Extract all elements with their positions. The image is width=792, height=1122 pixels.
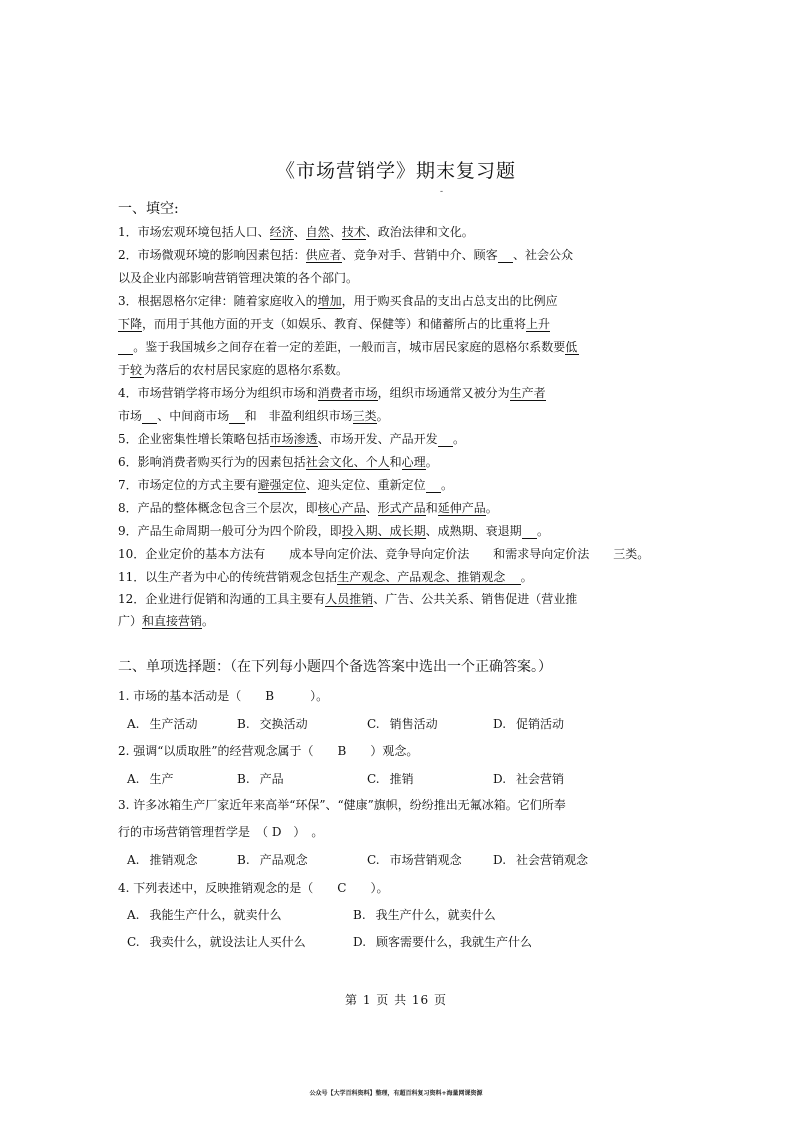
fill-line <box>118 523 549 540</box>
line-text: 3．根据恩格尔定律：随着家庭收入的 <box>118 294 318 308</box>
option-letter: C. <box>367 717 380 731</box>
document-title: 《市场营销学》期末复习题 <box>275 160 516 182</box>
option-text: 社会营销观念 <box>516 853 589 867</box>
line-text: 5．企业密集性增长策略包括 <box>118 432 270 446</box>
fill-line <box>118 362 348 379</box>
answer-option <box>237 852 308 869</box>
answer-blank: 投入期、成长期 <box>341 524 426 538</box>
question-stem: 4. 下列表述中，反映推销观念的是（ C ）。 <box>118 881 389 895</box>
answer-blank: 经济 <box>269 225 294 239</box>
option-text: 交换活动 <box>259 717 308 731</box>
option-letter: B. <box>237 772 250 786</box>
option-letter: C. <box>367 772 380 786</box>
fill-line <box>118 431 465 448</box>
option-letter: A. <box>127 717 140 731</box>
answer-blank: 心理 <box>401 455 426 469</box>
option-text: 我生产什么，就卖什么 <box>375 908 496 922</box>
line-text: ，组织市场通常又被分为 <box>377 386 510 400</box>
line-text: 、迎头定位、重新定位 <box>305 478 426 492</box>
answer-option <box>493 771 564 788</box>
fill-line <box>118 293 558 310</box>
answer-blank: 低 <box>565 340 578 354</box>
fill-line <box>118 270 358 287</box>
answer-blank: 自然 <box>305 225 330 239</box>
answer-option <box>493 852 588 869</box>
answer-blank <box>438 433 453 447</box>
question-stem: 1. 市场的基本活动是（ B ）。 <box>118 689 329 703</box>
question-stem: 3. 许多冰箱生产厂家近年来高举“环保”、“健康”旗帜，纷纷推出无氟冰箱。它们所奉 <box>118 798 566 812</box>
fill-line <box>118 454 438 471</box>
answer-blank <box>426 479 441 493</box>
line-text: 以及企业内部影响营销管理决策的各个部门。 <box>118 271 359 285</box>
option-text: 促销活动 <box>516 717 565 731</box>
line-text: 8．产品的整体概念包含三个层次，即 <box>118 501 318 515</box>
line-text: 、社会公众 <box>512 248 573 262</box>
line-text: 。鉴于我国城乡之间存在着一定的差距，一般而言，城市居民家庭的恩格尔系数要 <box>133 340 566 354</box>
option-row <box>127 907 647 924</box>
fill-line <box>118 613 214 630</box>
answer-blank: 市场渗透 <box>269 432 318 446</box>
answer-blank: 上升 <box>526 317 551 331</box>
line-text: ，用于购买食品的支出占总支出的比例应 <box>341 294 558 308</box>
answer-option <box>237 716 308 733</box>
line-text: 市场 <box>118 409 143 423</box>
option-text: 市场营销观念 <box>389 853 462 867</box>
line-text: 、成熟期、衰退期 <box>425 524 522 538</box>
answer-blank <box>229 410 244 424</box>
answer-option <box>367 716 438 733</box>
fill-line <box>118 591 577 608</box>
answer-blank <box>522 525 537 539</box>
option-text: 推销 <box>389 772 414 786</box>
fill-line <box>118 408 389 425</box>
answer-blank: 人员推销 <box>325 592 374 606</box>
option-text: 我卖什么，就设法让人买什么 <box>149 935 306 949</box>
option-text: 顾客需要什么，我就生产什么 <box>376 935 533 949</box>
line-text: 1．市场宏观环境包括人口、 <box>118 225 270 239</box>
source-note: 公众号【大学百科资料】整理，有超百科复习资料+海量网课资源 <box>309 1090 483 1097</box>
line-text: 、中间商市场 <box>157 409 230 423</box>
answer-blank: 避强定位 <box>257 478 306 492</box>
answer-option <box>353 934 532 951</box>
answer-blank: 技术 <box>341 225 366 239</box>
answer-blank: 生产者 <box>509 386 546 400</box>
answer-blank: 消费者市场 <box>317 386 378 400</box>
line-text: 、 <box>293 225 306 239</box>
line-text: 7．市场定位的方式主要有 <box>118 478 258 492</box>
line-text: 4．市场营销学将市场分为组织市场和 <box>118 386 318 400</box>
line-text: 、广告、公共关系、销售促进（营业推 <box>373 592 578 606</box>
line-text: 10．企业定价的基本方法有 成本导向定价法、竞争导向定价法 和需求导向定价法 三类。 <box>118 547 650 561</box>
answer-blank: 下降 <box>118 317 143 331</box>
line-text: 。 <box>520 570 533 584</box>
choice-section-heading: 二、单项选择题：（在下列每小题四个备选答案中选出一个正确答案。） <box>118 659 552 675</box>
option-letter: C. <box>367 853 380 867</box>
answer-option <box>127 852 198 869</box>
fill-line <box>118 500 498 517</box>
line-text: 、政治法律和文化。 <box>365 225 474 239</box>
line-text: 。 <box>440 478 453 492</box>
line-text: 。 <box>536 524 549 538</box>
option-row <box>127 716 647 733</box>
line-text: 、 <box>365 501 378 515</box>
line-text: 6．影响消费者购买行为的因素包括 <box>118 455 306 469</box>
answer-option <box>127 771 174 788</box>
answer-blank: 核心产品 <box>317 501 366 515</box>
answer-option <box>493 716 564 733</box>
option-text: 产品 <box>259 772 284 786</box>
line-text: 和 <box>389 455 402 469</box>
answer-blank <box>505 571 520 585</box>
answer-blank: 生产观念、产品观念、推销观念 <box>337 570 506 584</box>
line-text: 。 <box>425 455 438 469</box>
line-text: 12．企业进行促销和沟通的工具主要有 <box>118 592 326 606</box>
option-text: 社会营销 <box>516 772 565 786</box>
line-text: 。 <box>485 501 498 515</box>
title-mark: - <box>440 187 444 197</box>
option-text: 我能生产什么，就卖什么 <box>149 908 282 922</box>
option-letter: D. <box>493 772 507 786</box>
answer-blank: 形式产品 <box>377 501 426 515</box>
answer-blank: 社会文化、个人 <box>305 455 390 469</box>
option-letter: D. <box>353 935 367 949</box>
answer-blank: 供应者 <box>305 248 342 262</box>
option-text: 销售活动 <box>389 717 438 731</box>
fill-line <box>118 477 453 494</box>
fill-line <box>118 339 579 356</box>
option-row <box>127 934 647 951</box>
option-letter: A. <box>127 853 140 867</box>
answer-blank: 增加 <box>317 294 342 308</box>
answer-blank <box>142 410 157 424</box>
fill-line <box>118 569 533 586</box>
fill-line <box>118 385 546 402</box>
question-stem: 2. 强调“以质取胜”的经营观念属于（ B ）观念。 <box>118 744 419 758</box>
answer-option <box>237 771 284 788</box>
line-text: 、 <box>329 225 342 239</box>
option-letter: B. <box>237 717 250 731</box>
answer-blank: 三类 <box>352 409 377 423</box>
question-stem: 行的市场营销管理哲学是 （ D ） 。 <box>118 825 324 839</box>
answer-option <box>127 716 198 733</box>
fill-line <box>118 224 474 241</box>
answer-blank: 和直接营销 <box>142 614 203 628</box>
line-text: 于 <box>118 363 131 377</box>
option-letter: B. <box>237 853 250 867</box>
line-text: 和 非盈利组织市场 <box>244 409 353 423</box>
line-text: 广） <box>118 614 143 628</box>
answer-blank <box>118 341 133 355</box>
line-text: 、市场开发、产品开发 <box>317 432 438 446</box>
line-text: 和 <box>425 501 438 515</box>
option-row <box>127 771 647 788</box>
answer-option <box>367 852 462 869</box>
page-number: 第 1 页 共 16 页 <box>345 993 447 1007</box>
line-text: ，而用于其他方面的开支（如娱乐、教育、保健等）和储蓄所占的比重将 <box>142 317 527 331</box>
answer-option <box>353 907 496 924</box>
line-text: 。 <box>452 432 465 446</box>
option-letter: A. <box>127 908 140 922</box>
answer-blank <box>498 249 513 263</box>
fill-in-section-heading: 一、填空: <box>118 201 179 217</box>
line-text: 。 <box>376 409 389 423</box>
option-text: 产品观念 <box>259 853 308 867</box>
answer-option <box>127 907 282 924</box>
line-text: 、竞争对手、营销中介、顾客 <box>341 248 498 262</box>
option-text: 推销观念 <box>149 853 198 867</box>
option-letter: B. <box>353 908 366 922</box>
line-text: 为落后的农村居民家庭的恩格尔系数。 <box>144 363 349 377</box>
answer-option <box>367 771 414 788</box>
option-letter: D. <box>493 853 507 867</box>
answer-blank: 较 <box>130 363 143 377</box>
option-text: 生产 <box>149 772 174 786</box>
fill-line <box>118 316 550 333</box>
option-row <box>127 852 647 869</box>
line-text: 9．产品生命周期一般可分为四个阶段，即 <box>118 524 342 538</box>
answer-option <box>127 934 306 951</box>
option-text: 生产活动 <box>149 717 198 731</box>
option-letter: C. <box>127 935 140 949</box>
fill-line <box>118 247 573 264</box>
line-text: 。 <box>202 614 215 628</box>
option-letter: D. <box>493 717 507 731</box>
line-text: 11．以生产者为中心的传统营销观念包括 <box>118 570 338 584</box>
fill-line <box>118 546 649 563</box>
answer-blank: 延伸产品 <box>437 501 486 515</box>
line-text: 2．市场微观环境的影响因素包括： <box>118 248 306 262</box>
option-letter: A. <box>127 772 140 786</box>
